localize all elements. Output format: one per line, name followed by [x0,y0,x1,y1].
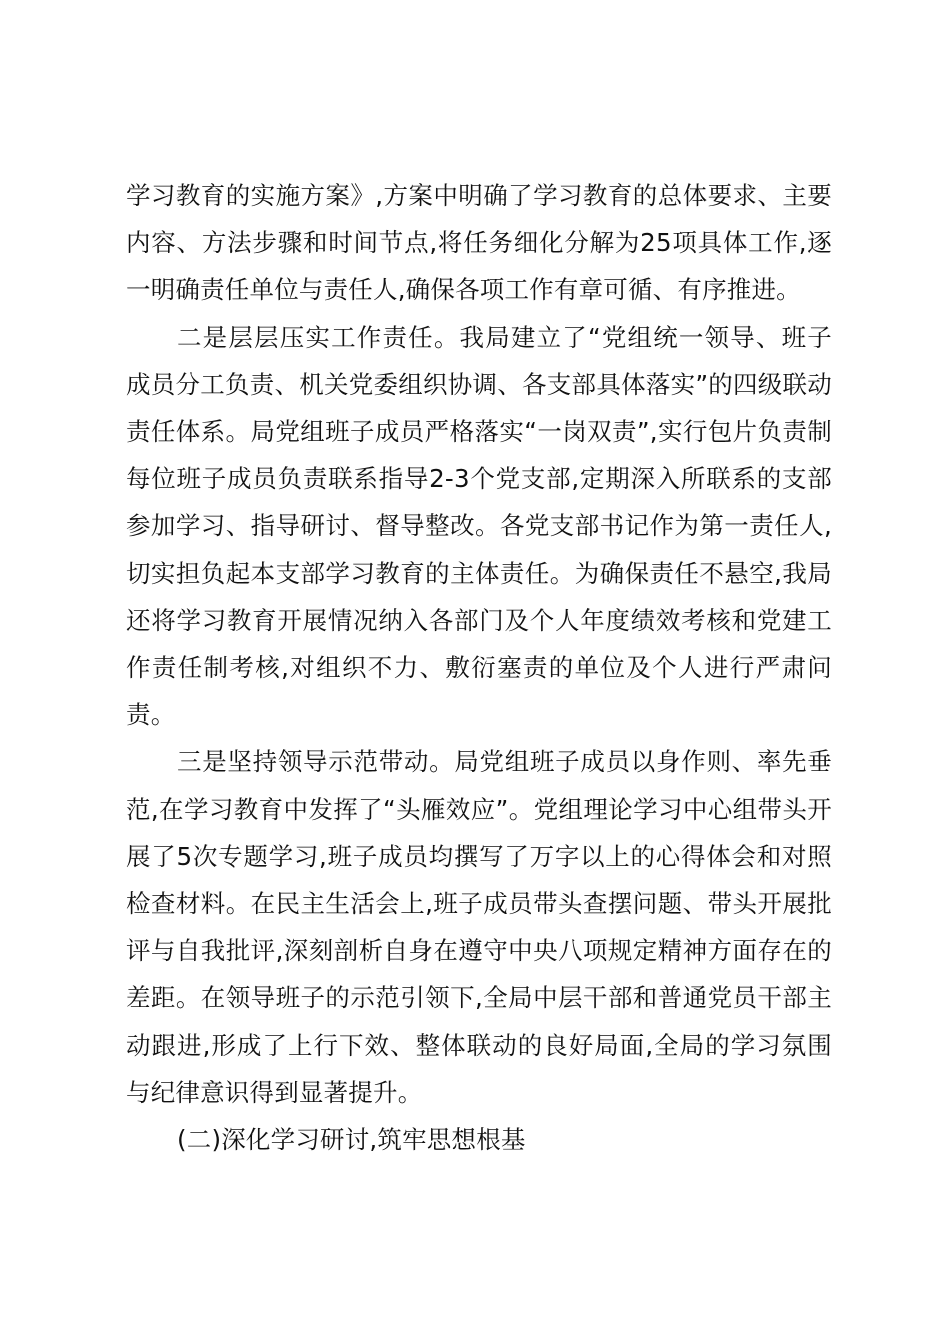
paragraph-leadership-example: 三是坚持领导示范带动。局党组班子成员以身作则、率先垂范,在学习教育中发挥了“头雁效应”。党组理论学习中心组带头开展了5次专题学习,班子成员均撰写了万字以上的心得体会和对照检查材料。在民主生活会上,班子成员带头查摆问题、带头开展批评与自我批评,深刻剖析自身在遵守中央八项规定精神方面存在的差距。在领导班子的示范引领下,全局中层干部和普通党员干部主动跟进,形成了上行下效、整体联动的良好局面,全局的学习氛围与纪律意识得到显著提升。 [126,747,832,1107]
section-heading-study-discussion: (二)深化学习研讨,筑牢思想根基 [177,1125,526,1155]
paragraph-plan-continuation: 学习教育的实施方案》,方案中明确了学习教育的总体要求、主要内容、方法步骤和时间节点,将任务细化分解为25项具体工作,逐一明确责任单位与责任人,确保各项工作有章可循、有序推进。 [126,181,832,305]
document-body [126,172,832,1163]
paragraph-responsibility: 二是层层压实工作责任。我局建立了“党组统一领导、班子成员分工负责、机关党委组织协调、各支部具体落实”的四级联动责任体系。局党组班子成员严格落实“一岗双责”,实行包片负责制每位班子成员负责联系指导2-3个党支部,定期深入所联系的支部参加学习、指导研讨、督导整改。各党支部书记作为第一责任人,切实担负起本支部学习教育的主体责任。为确保责任不悬空,我局还将学习教育开展情况纳入各部门及个人年度绩效考核和党建工作责任制考核,对组织不力、敷衍塞责的单位及个人进行严肃问责。 [126,322,832,730]
